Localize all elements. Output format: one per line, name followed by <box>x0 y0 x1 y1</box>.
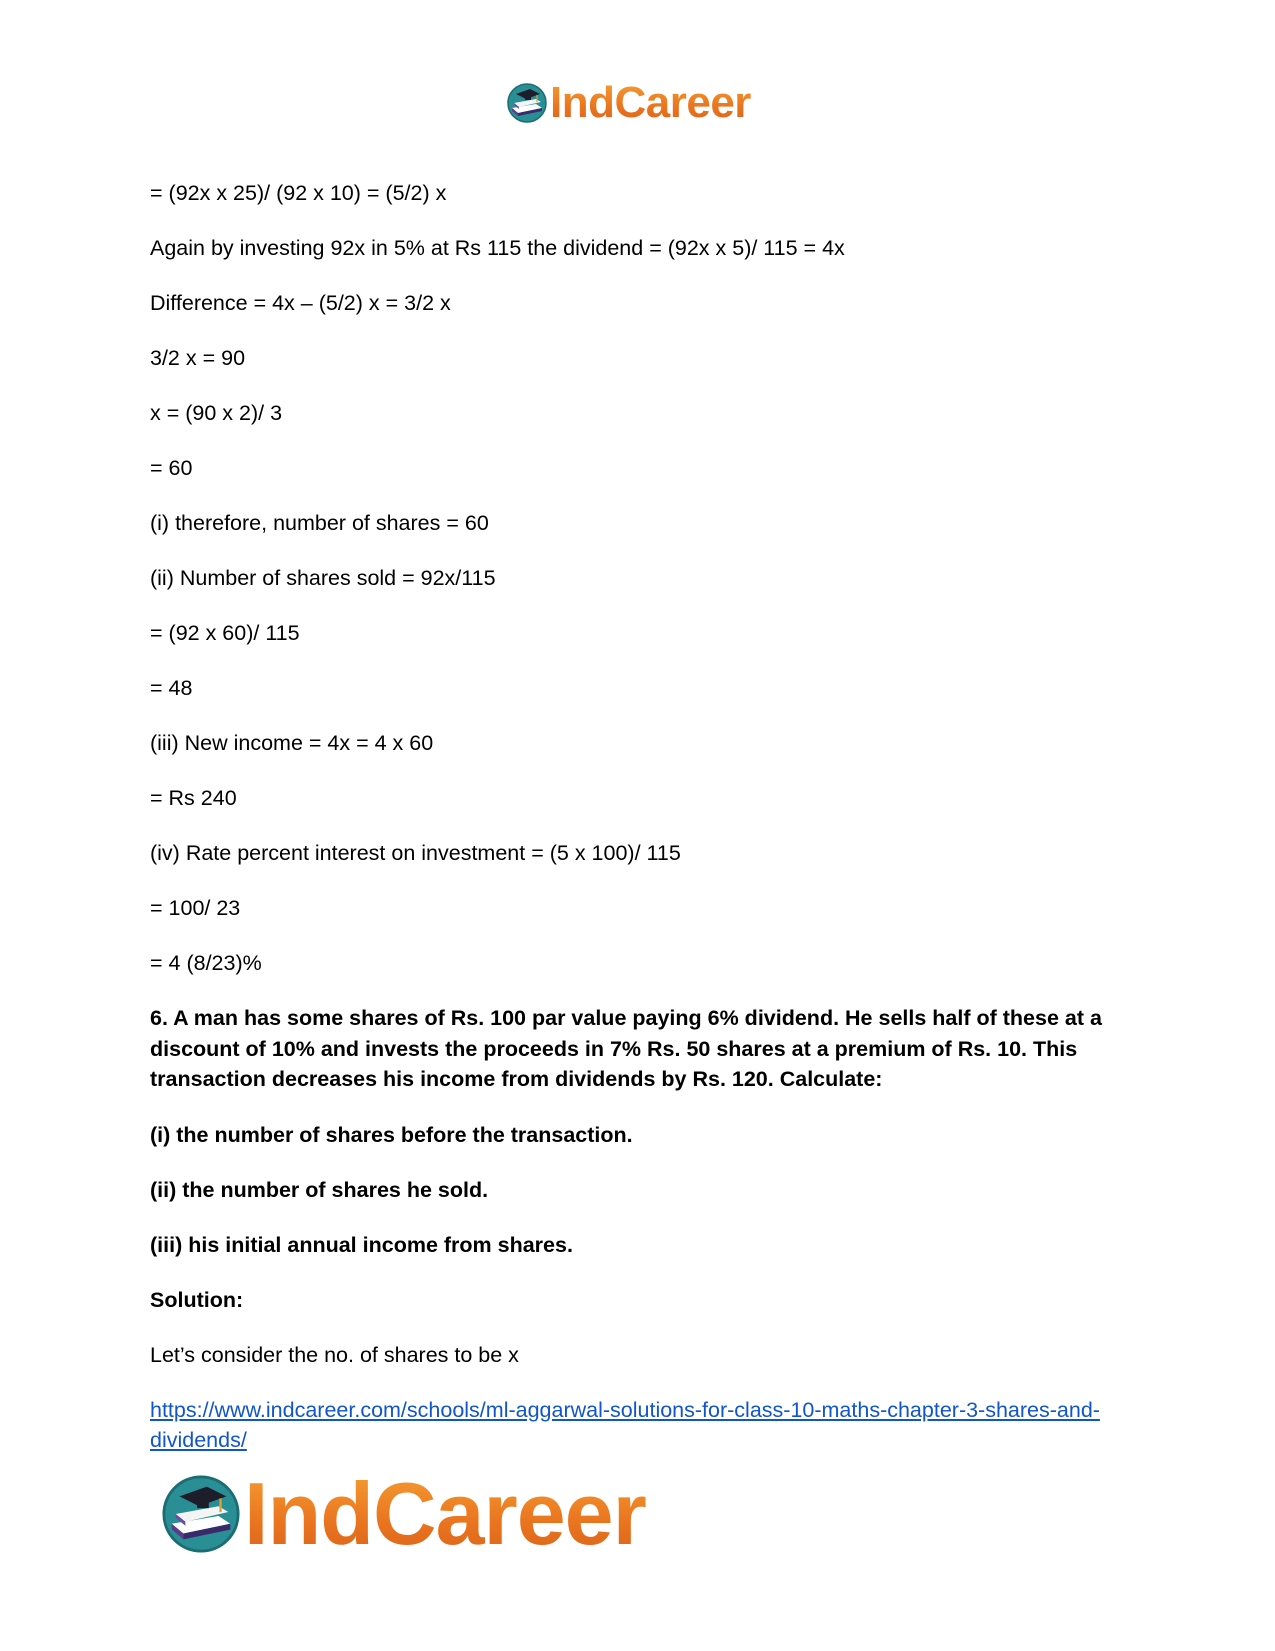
text-line: = Rs 240 <box>150 786 237 810</box>
text-line: (iii) New income = 4x = 4 x 60 <box>150 731 434 755</box>
text-line: = 48 <box>150 676 193 700</box>
header-logo <box>506 78 751 128</box>
logo-wordmark: IndCareer <box>550 78 751 127</box>
text-line: (ii) Number of shares sold = 92x/115 <box>150 566 496 590</box>
question-part: (iii) his initial annual income from shares. <box>150 1232 573 1257</box>
document-body <box>150 178 1130 1455</box>
text-line: Again by investing 92x in 5% at Rs 115 the dividend = (92x x 5)/ 115 = 4x <box>150 236 845 260</box>
logo-wordmark: IndCareer <box>244 1464 646 1563</box>
text-line: = 4 (8/23)% <box>150 951 262 975</box>
text-line: = 60 <box>150 456 193 480</box>
question-part: (i) the number of shares before the transaction. <box>150 1122 633 1147</box>
question-text: 6. A man has some shares of Rs. 100 par value paying 6% dividend. He sells half of these at a discount of 10% and invests the proceeds in 7% Rs. 50 shares at a premium of Rs. 10. This transaction decreases his income from dividends by Rs. 120. Calculate: <box>150 1006 1102 1091</box>
graduation-book-icon <box>506 82 548 124</box>
text-line: = (92x x 25)/ (92 x 10) = (5/2) x <box>150 181 447 205</box>
text-line: x = (90 x 2)/ 3 <box>150 401 283 425</box>
text-line: (iv) Rate percent interest on investment = (5 x 100)/ 115 <box>150 841 681 865</box>
question-part: (ii) the number of shares he sold. <box>150 1177 489 1202</box>
text-line: (i) therefore, number of shares = 60 <box>150 511 489 535</box>
solution-heading: Solution: <box>150 1287 244 1312</box>
text-line: = 100/ 23 <box>150 896 241 920</box>
footer-logo <box>160 1464 646 1563</box>
solution-line: Let’s consider the no. of shares to be x <box>150 1342 519 1367</box>
graduation-book-icon <box>160 1473 242 1555</box>
text-line: = (92 x 60)/ 115 <box>150 621 300 645</box>
source-link[interactable]: https://www.indcareer.com/schools/ml-aggarwal-solutions-for-class-10-maths-chapter-3-shares-and-dividends/ <box>150 1397 1100 1452</box>
text-line: Difference = 4x – (5/2) x = 3/2 x <box>150 291 451 315</box>
text-line: 3/2 x = 90 <box>150 346 246 370</box>
